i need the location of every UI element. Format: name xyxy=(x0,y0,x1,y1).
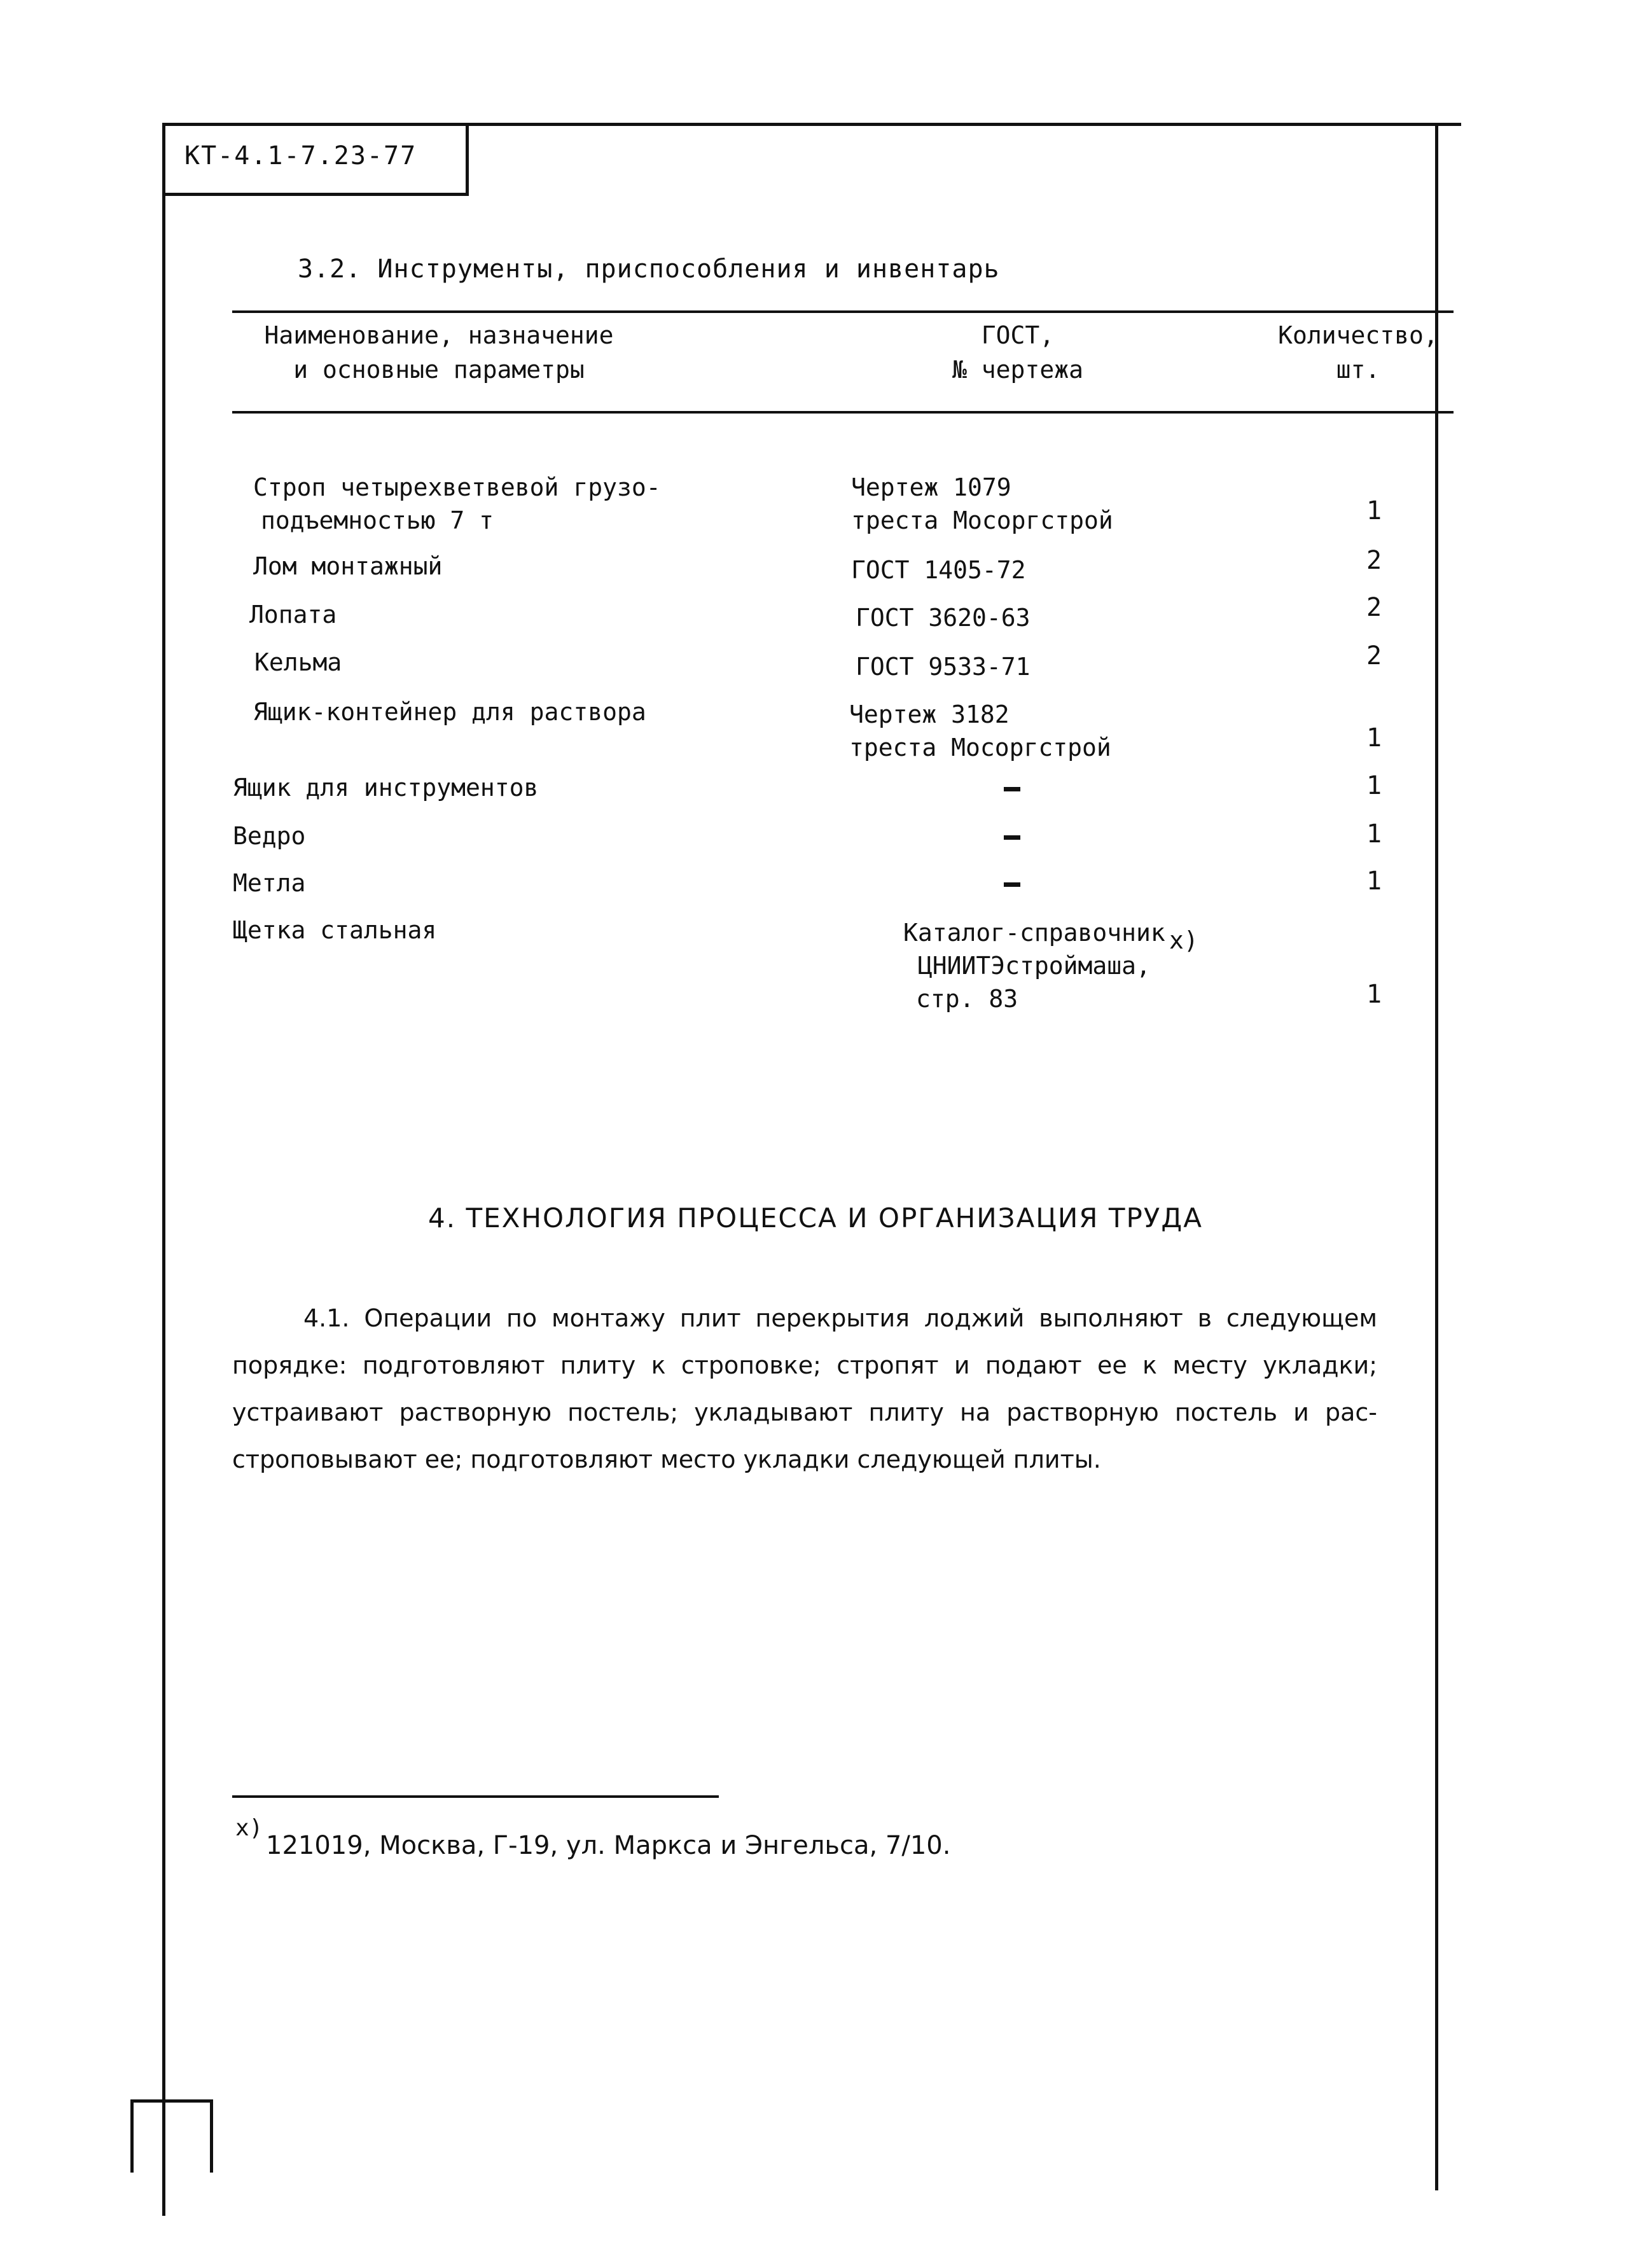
table-row-2-gost: ГОСТ 1405-72 xyxy=(851,556,1026,584)
corner-mark-right xyxy=(210,2099,213,2173)
row-5-gost-line1: Чертеж 3182 xyxy=(849,700,1010,728)
col-header-qty xyxy=(1266,318,1450,387)
table-top-rule xyxy=(232,310,1454,313)
table-row-2-qty: 2 xyxy=(1366,546,1382,575)
paragraph-4-1-line-4: строповывают ее; подготовляют место укладки следующей плиты. xyxy=(232,1445,1101,1473)
table-row-4-qty: 2 xyxy=(1366,641,1382,671)
table-row-4-name: Кельма xyxy=(254,648,342,676)
section-3-2-heading: 3.2. Инструменты, приспособления и инвентарь xyxy=(298,254,1000,284)
table-row-7-name: Ведро xyxy=(233,822,306,850)
table-row-5-name: Ящик-контейнер для раствора xyxy=(253,698,646,726)
table-row-9-gost xyxy=(903,916,1165,1015)
table-row-8-qty: 1 xyxy=(1366,866,1382,896)
table-row-5-gost xyxy=(849,698,1111,764)
page-frame-left-line xyxy=(162,123,165,2216)
table-row-5-qty: 1 xyxy=(1366,723,1382,753)
table-row-6-gost-dash xyxy=(1004,787,1020,791)
col-header-qty-line2: шт. xyxy=(1336,356,1380,384)
row-9-gost-line3: стр. 83 xyxy=(916,985,1018,1013)
page-frame-right-line xyxy=(1435,123,1438,2190)
row-9-gost-line2: ЦНИИТЭстроймаша, xyxy=(917,952,1151,980)
row-1-gost-line2: треста Мосоргстрой xyxy=(851,506,1113,534)
footnote-text: 121019, Москва, Г-19, ул. Маркса и Энгельса, 7/10. xyxy=(266,1831,951,1860)
table-row-4-gost: ГОСТ 9533-71 xyxy=(856,653,1031,681)
footnote-mark: x) xyxy=(235,1815,263,1841)
table-row-8-name: Метла xyxy=(233,869,306,897)
table-row-2-name: Лом монтажный xyxy=(253,552,443,580)
paragraph-4-1-line-2: порядке: подготовляют плиту к строповке; стропят и подают ее к месту укладки; xyxy=(232,1351,1377,1379)
col-header-name-line2: и основные параметры xyxy=(293,356,585,384)
col-header-gost xyxy=(878,318,1158,387)
table-row-3-qty: 2 xyxy=(1366,593,1382,622)
section-4-heading: 4. ТЕХНОЛОГИЯ ПРОЦЕССА И ОРГАНИЗАЦИЯ ТРУДА xyxy=(428,1202,1203,1234)
footnote-rule xyxy=(232,1795,719,1798)
row-1-gost-line1: Чертеж 1079 xyxy=(851,473,1011,501)
row-1-name-line1: Строп четырехветвевой грузо- xyxy=(253,473,661,501)
table-header-rule xyxy=(232,411,1454,414)
table-row-8-gost-dash xyxy=(1004,882,1020,887)
paragraph-4-1-line-3: устраивают растворную постель; укладывают плиту на растворную постель и рас- xyxy=(232,1398,1377,1426)
table-row-7-gost-dash xyxy=(1004,835,1020,840)
col-header-name-line1: Наименование, назначение xyxy=(264,321,614,349)
table-row-6-qty: 1 xyxy=(1366,771,1382,800)
row-5-gost-line2: треста Мосоргстрой xyxy=(849,734,1111,762)
table-row-1-gost xyxy=(851,471,1113,537)
doc-code: КТ-4.1-7.23-77 xyxy=(184,141,417,170)
col-header-gost-line1: ГОСТ, xyxy=(981,321,1055,349)
col-header-qty-line1: Количество, xyxy=(1278,321,1438,349)
table-row-1-qty: 1 xyxy=(1366,496,1382,525)
corner-mark-left xyxy=(130,2099,134,2173)
table-row-3-gost: ГОСТ 3620-63 xyxy=(856,604,1031,632)
col-header-gost-line2: № чертежа xyxy=(952,356,1083,384)
paragraph-4-1 xyxy=(232,1295,1377,1483)
corner-mark-top xyxy=(130,2099,213,2103)
table-row-7-qty: 1 xyxy=(1366,819,1382,849)
table-row-9-name: Щетка стальная xyxy=(233,916,437,944)
table-row-6-name: Ящик для инструментов xyxy=(233,774,539,802)
table-row-9-footnote-mark: x) xyxy=(1169,926,1198,954)
row-1-name-line2: подъемностью 7 т xyxy=(261,506,494,534)
table-row-1-name xyxy=(253,471,661,537)
paragraph-4-1-line-1: 4.1. Операции по монтажу плит перекрытия лоджий выполняют в следующем xyxy=(303,1304,1377,1332)
table-row-9-qty: 1 xyxy=(1366,980,1382,1009)
table-row-3-name: Лопата xyxy=(249,601,337,629)
col-header-name xyxy=(242,318,636,387)
row-9-gost-line1: Каталог-справочник xyxy=(903,919,1165,947)
